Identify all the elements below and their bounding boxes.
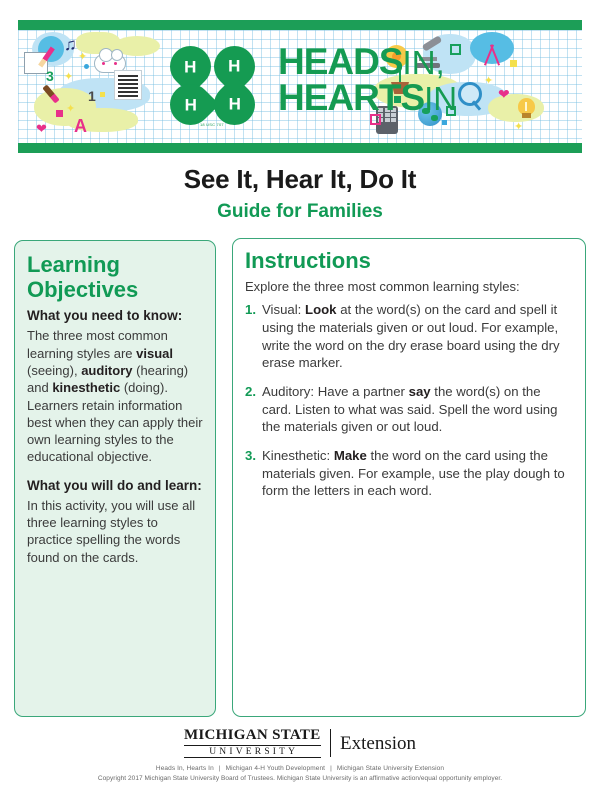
- learning-objectives-panel: [14, 240, 216, 717]
- magnifier-icon: [458, 82, 482, 106]
- step-text: Visual: Look at the word(s) on the card and spell it using the materials given or out loud. For example, write the word on the dry erase board using the dry erase marker.: [262, 302, 560, 371]
- msu-divider: [330, 729, 332, 757]
- what-you-will-do-heading: What you will do and learn:: [27, 477, 202, 493]
- heads-in-hearts-in-wordmark: [278, 41, 458, 119]
- msu-university: UNIVERSITY: [209, 746, 299, 757]
- lightbulb-icon: [518, 98, 535, 115]
- footer-credits: [0, 764, 600, 774]
- decor-square-yellow-2: [510, 60, 517, 67]
- decor-square-pink: [56, 110, 63, 117]
- star-icon-2: ✦: [64, 71, 74, 83]
- decor-number-1: 1: [88, 88, 96, 104]
- heart-icon-right: ❤: [498, 86, 510, 102]
- wordmark-line-2: [278, 77, 458, 119]
- star-icon: ✦: [78, 51, 88, 63]
- decor-number-3: 3: [46, 68, 54, 84]
- banner-artwork: [18, 30, 582, 143]
- document-icon: [114, 70, 142, 100]
- step-number: 2.: [245, 383, 256, 399]
- step-number: 1.: [245, 302, 256, 318]
- decor-blob-yellow-6: [488, 94, 544, 122]
- instruction-steps-list: [245, 301, 573, 500]
- msu-university-stack: [184, 728, 321, 758]
- learning-objectives-heading: [27, 253, 203, 302]
- credit-item: Michigan 4-H Youth Development: [225, 765, 326, 772]
- what-you-need-to-know-heading: What you need to know:: [27, 308, 183, 324]
- page-subtitle: Guide for Families: [217, 201, 383, 222]
- clover-letter-h-4: H: [228, 95, 241, 114]
- clover-letter-h-2: H: [228, 57, 241, 76]
- decor-square-blue: [442, 120, 447, 125]
- instructions-heading: Instructions: [245, 248, 371, 273]
- msu-michigan-state: MICHIGAN STATE: [184, 728, 321, 746]
- decor-square-yellow: [100, 92, 105, 97]
- instruction-step-3: [245, 447, 573, 500]
- step-text: Kinesthetic: Make the word on the card using the materials given. For example, use the play dough to form the letters in each word.: [262, 447, 565, 499]
- instruction-step-2: [245, 383, 573, 436]
- clover-letter-h-3: H: [184, 95, 197, 114]
- msu-extension-label: Extension: [340, 732, 417, 754]
- scissors-icon: [488, 44, 504, 70]
- heading-line-2: Objectives: [27, 276, 139, 302]
- star-icon-5: ✦: [514, 121, 524, 133]
- instructions-panel: [232, 238, 586, 717]
- star-icon-3: ✦: [66, 103, 76, 115]
- credit-separator: |: [218, 765, 221, 772]
- credit-separator: |: [330, 765, 332, 772]
- step-text: Auditory: Have a partner say the word(s) on the card. Listen to what was said. Spell the word using the materials given or out loud.: [262, 383, 558, 435]
- four-h-clover-logo: [170, 46, 256, 128]
- clover-trademark-text: 18 USC 707: [200, 122, 224, 127]
- wordmark-heads: HEADS: [278, 41, 403, 82]
- page-title: See It, Hear It, Do It: [183, 164, 417, 194]
- msu-extension-logo: [184, 728, 416, 758]
- step-number: 3.: [245, 447, 256, 463]
- header-banner: [18, 20, 582, 153]
- music-note-icon: ♫: [64, 35, 77, 54]
- credit-item: Heads In, Hearts In: [155, 765, 214, 772]
- heading-line-1: Learning: [27, 252, 120, 277]
- banner-bottom-rule: [18, 143, 582, 153]
- wordmark-in-1: IN,: [402, 44, 445, 81]
- decor-letter-a: A: [74, 116, 87, 136]
- clover-letter-h-1: H: [184, 57, 197, 76]
- banner-top-rule: [18, 20, 582, 30]
- decor-dot-blue: [84, 64, 89, 69]
- heart-icon: ❤: [36, 121, 47, 136]
- what-you-need-to-know-body: The three most common learning styles are visual (seeing), auditory (hearing) and kinesthetic (doing). Learners retain information best when they can apply their own learning styles to the educational objective.: [27, 328, 203, 465]
- footer-copyright: Copyright 2017 Michigan State University Board of Trustees. Michigan State University is an affirmative action/equal opportunity employer.: [97, 774, 503, 782]
- instruction-step-1: [245, 301, 573, 372]
- star-icon-4: ✦: [484, 75, 494, 87]
- title-block: [0, 164, 600, 223]
- instructions-intro: Explore the three most common learning styles:: [245, 278, 520, 294]
- wordmark-line-1: [278, 41, 457, 82]
- wordmark-hearts: HEARTS: [278, 77, 425, 119]
- credit-item: Michigan State University Extension: [336, 765, 445, 772]
- footer-logo-area: [0, 726, 600, 758]
- wordmark-in-2: IN: [424, 80, 458, 118]
- what-you-will-do-body: In this activity, you will use all three learning styles to practice spelling the words found on the cards.: [27, 497, 196, 565]
- footer-fine-print: [0, 764, 600, 784]
